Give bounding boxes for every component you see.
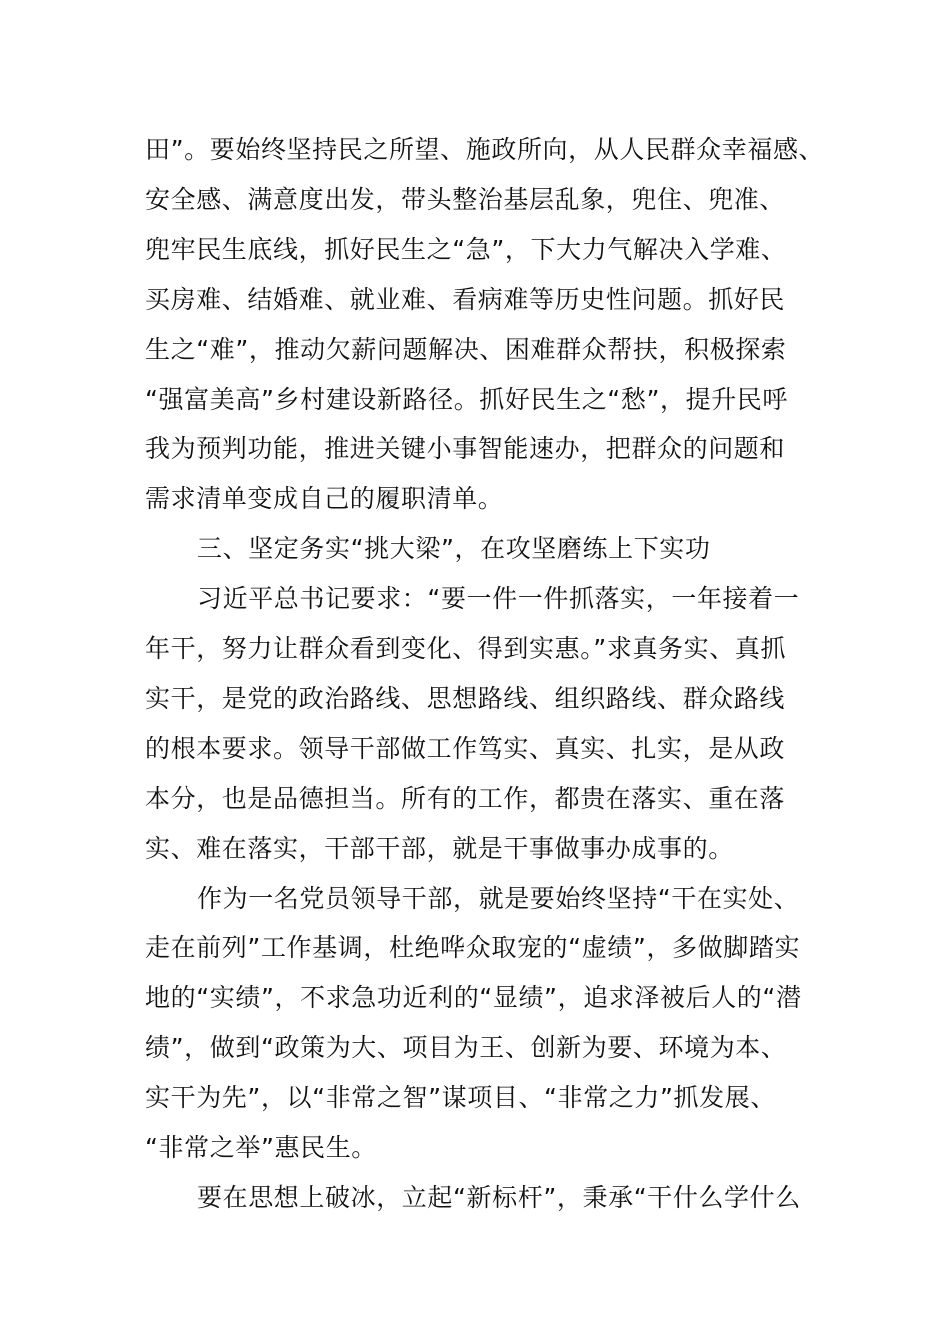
text-line: 地的“实绩”，不求急功近利的“显绩”，追求泽被后人的“潜	[145, 983, 802, 1013]
text-line: 兜牢民生底线，抓好民生之“急”，下大力气解决入学难、	[145, 234, 787, 264]
text-line: 的根本要求。领导干部做工作笃实、真实、扎实，是从政	[145, 733, 786, 763]
text-line: 本分，也是品德担当。所有的工作，都贵在落实、重在落	[145, 783, 786, 813]
paragraph-first-line: 要在思想上破冰，立起“新标杆”，秉承“干什么学什么	[197, 1182, 801, 1212]
text-line: 走在前列”工作基调，杜绝哗众取宠的“虚绩”，多做脚踏实	[145, 933, 801, 963]
text-line: 田”。要始终坚持民之所望、施政所向，从人民群众幸福感、	[145, 135, 825, 164]
paragraph-first-line: 习近平总书记要求：“要一件一件抓落实，一年接着一	[197, 584, 800, 614]
text-line: “非常之举”惠民生。	[145, 1133, 377, 1162]
text-line: 年干，努力让群众看到变化、得到实惠。”求真务实、真抓	[145, 634, 787, 663]
text-line: 我为预判功能，推进关键小事智能速办，把群众的问题和	[145, 434, 786, 464]
text-line: 需求清单变成自己的履职清单。	[145, 484, 504, 514]
text-line: 绩”，做到“政策为大、项目为王、创新为要、环境为本、	[145, 1033, 787, 1063]
text-line: 实、难在落实，干部干部，就是干事做事办成事的。	[145, 833, 734, 863]
text-line: 实干为先”，以“非常之智”谋项目、“非常之力”抓发展、	[145, 1083, 776, 1113]
text-line: 安全感、满意度出发，带头整治基层乱象，兜住、兜准、	[145, 184, 786, 214]
paragraph-first-line: 三、坚定务实“挑大梁”，在攻坚磨练上下实功	[197, 534, 711, 564]
text-line: 生之“难”，推动欠薪问题解决、困难群众帮扶，积极探索	[145, 334, 787, 364]
text-line: “强富美高”乡村建设新路径。抓好民生之“愁”，提升民呼	[145, 384, 789, 414]
text-line: 买房难、结婚难、就业难、看病难等历史性问题。抓好民	[145, 284, 786, 314]
paragraph-first-line: 作为一名党员领导干部，就是要始终坚持“干在实处、	[197, 883, 800, 913]
text-line: 实干，是党的政治路线、思想路线、组织路线、群众路线	[145, 683, 786, 713]
